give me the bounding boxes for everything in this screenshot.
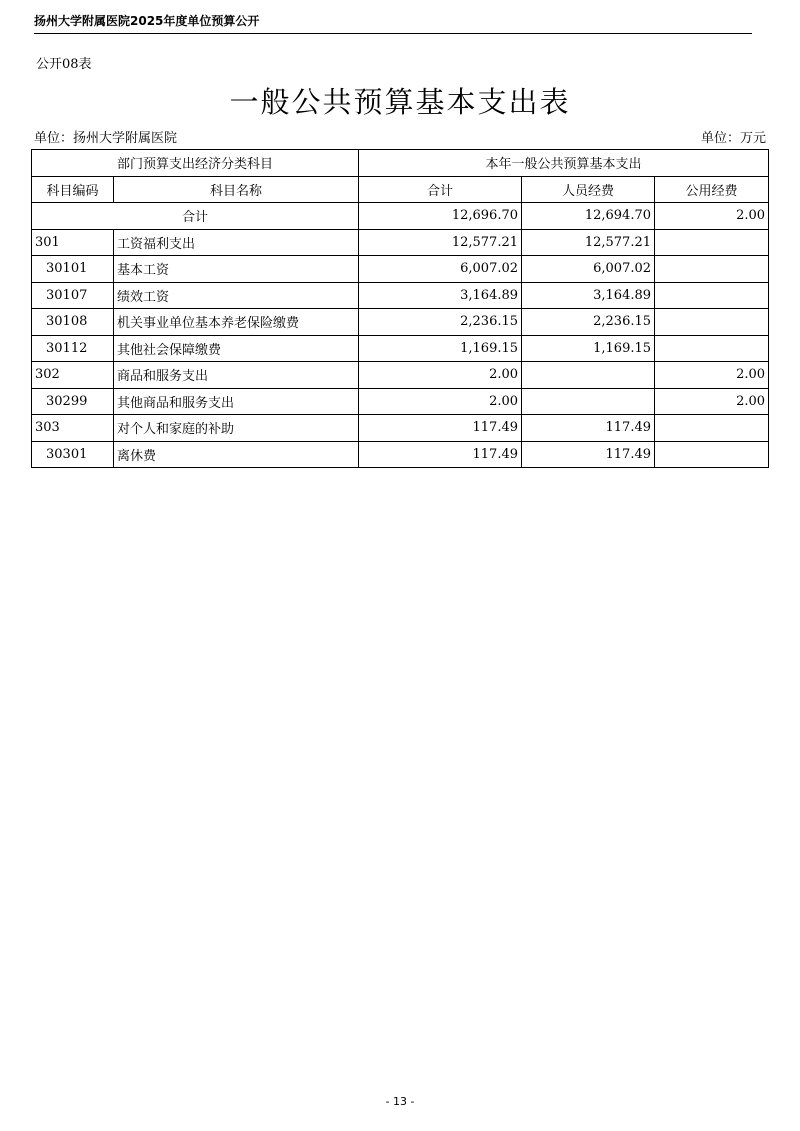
running-header: 扬州大学附属医院2025年度单位预算公开 xyxy=(34,14,260,28)
total-personnel: 12,694.70 xyxy=(522,203,655,230)
row-code: 303 xyxy=(32,415,114,442)
row-total: 1,169.15 xyxy=(359,335,522,362)
table-row xyxy=(32,388,769,415)
row-total: 3,164.89 xyxy=(359,282,522,309)
table-row xyxy=(32,415,769,442)
budget-table xyxy=(31,149,769,468)
header-divider xyxy=(34,33,752,34)
row-total: 117.49 xyxy=(359,415,522,442)
row-code: 30108 xyxy=(32,309,114,336)
row-code: 30101 xyxy=(32,256,114,283)
table-row xyxy=(32,441,769,468)
col-header-public: 公用经费 xyxy=(655,176,769,203)
row-public xyxy=(655,415,769,442)
unit-currency: 单位：万元 xyxy=(700,131,766,146)
row-personnel: 117.49 xyxy=(522,441,655,468)
row-public xyxy=(655,309,769,336)
row-personnel: 12,577.21 xyxy=(522,229,655,256)
table-number: 公开08表 xyxy=(36,57,92,72)
row-total: 12,577.21 xyxy=(359,229,522,256)
table-row xyxy=(32,229,769,256)
row-public: 2.00 xyxy=(655,362,769,389)
col-header-personnel: 人员经费 xyxy=(522,176,655,203)
row-public xyxy=(655,229,769,256)
row-personnel: 2,236.15 xyxy=(522,309,655,336)
table-row xyxy=(32,362,769,389)
row-name: 工资福利支出 xyxy=(114,229,359,256)
total-amount: 12,696.70 xyxy=(359,203,522,230)
col-header-total: 合计 xyxy=(359,176,522,203)
table-row xyxy=(32,256,769,283)
table-group-header xyxy=(32,150,769,177)
group-header-basic-expenditure: 本年一般公共预算基本支出 xyxy=(359,150,769,177)
total-row xyxy=(32,203,769,230)
row-code: 30107 xyxy=(32,282,114,309)
table-row xyxy=(32,309,769,336)
row-personnel: 3,164.89 xyxy=(522,282,655,309)
row-code: 301 xyxy=(32,229,114,256)
row-code: 30299 xyxy=(32,388,114,415)
group-header-economic-class: 部门预算支出经济分类科目 xyxy=(32,150,359,177)
table-row xyxy=(32,335,769,362)
total-label: 合计 xyxy=(32,203,359,230)
row-total: 2.00 xyxy=(359,362,522,389)
row-total: 6,007.02 xyxy=(359,256,522,283)
row-code: 30112 xyxy=(32,335,114,362)
col-header-name: 科目名称 xyxy=(114,176,359,203)
row-name: 对个人和家庭的补助 xyxy=(114,415,359,442)
row-total: 2.00 xyxy=(359,388,522,415)
row-name: 其他社会保障缴费 xyxy=(114,335,359,362)
row-personnel xyxy=(522,388,655,415)
row-name: 基本工资 xyxy=(114,256,359,283)
table-row xyxy=(32,282,769,309)
page-number: - 13 - xyxy=(385,1095,415,1108)
row-name: 其他商品和服务支出 xyxy=(114,388,359,415)
row-code: 30301 xyxy=(32,441,114,468)
row-public xyxy=(655,282,769,309)
row-personnel: 6,007.02 xyxy=(522,256,655,283)
row-personnel xyxy=(522,362,655,389)
row-total: 117.49 xyxy=(359,441,522,468)
row-personnel: 117.49 xyxy=(522,415,655,442)
row-name: 绩效工资 xyxy=(114,282,359,309)
row-name: 机关事业单位基本养老保险缴费 xyxy=(114,309,359,336)
table-column-header xyxy=(32,176,769,203)
unit-name: 单位：扬州大学附属医院 xyxy=(34,131,178,146)
row-total: 2,236.15 xyxy=(359,309,522,336)
row-personnel: 1,169.15 xyxy=(522,335,655,362)
col-header-code: 科目编码 xyxy=(32,176,114,203)
row-public xyxy=(655,335,769,362)
row-public xyxy=(655,256,769,283)
total-public: 2.00 xyxy=(655,203,769,230)
page-title: 一般公共预算基本支出表 xyxy=(229,85,571,119)
row-name: 离休费 xyxy=(114,441,359,468)
row-public xyxy=(655,441,769,468)
row-code: 302 xyxy=(32,362,114,389)
row-name: 商品和服务支出 xyxy=(114,362,359,389)
row-public: 2.00 xyxy=(655,388,769,415)
